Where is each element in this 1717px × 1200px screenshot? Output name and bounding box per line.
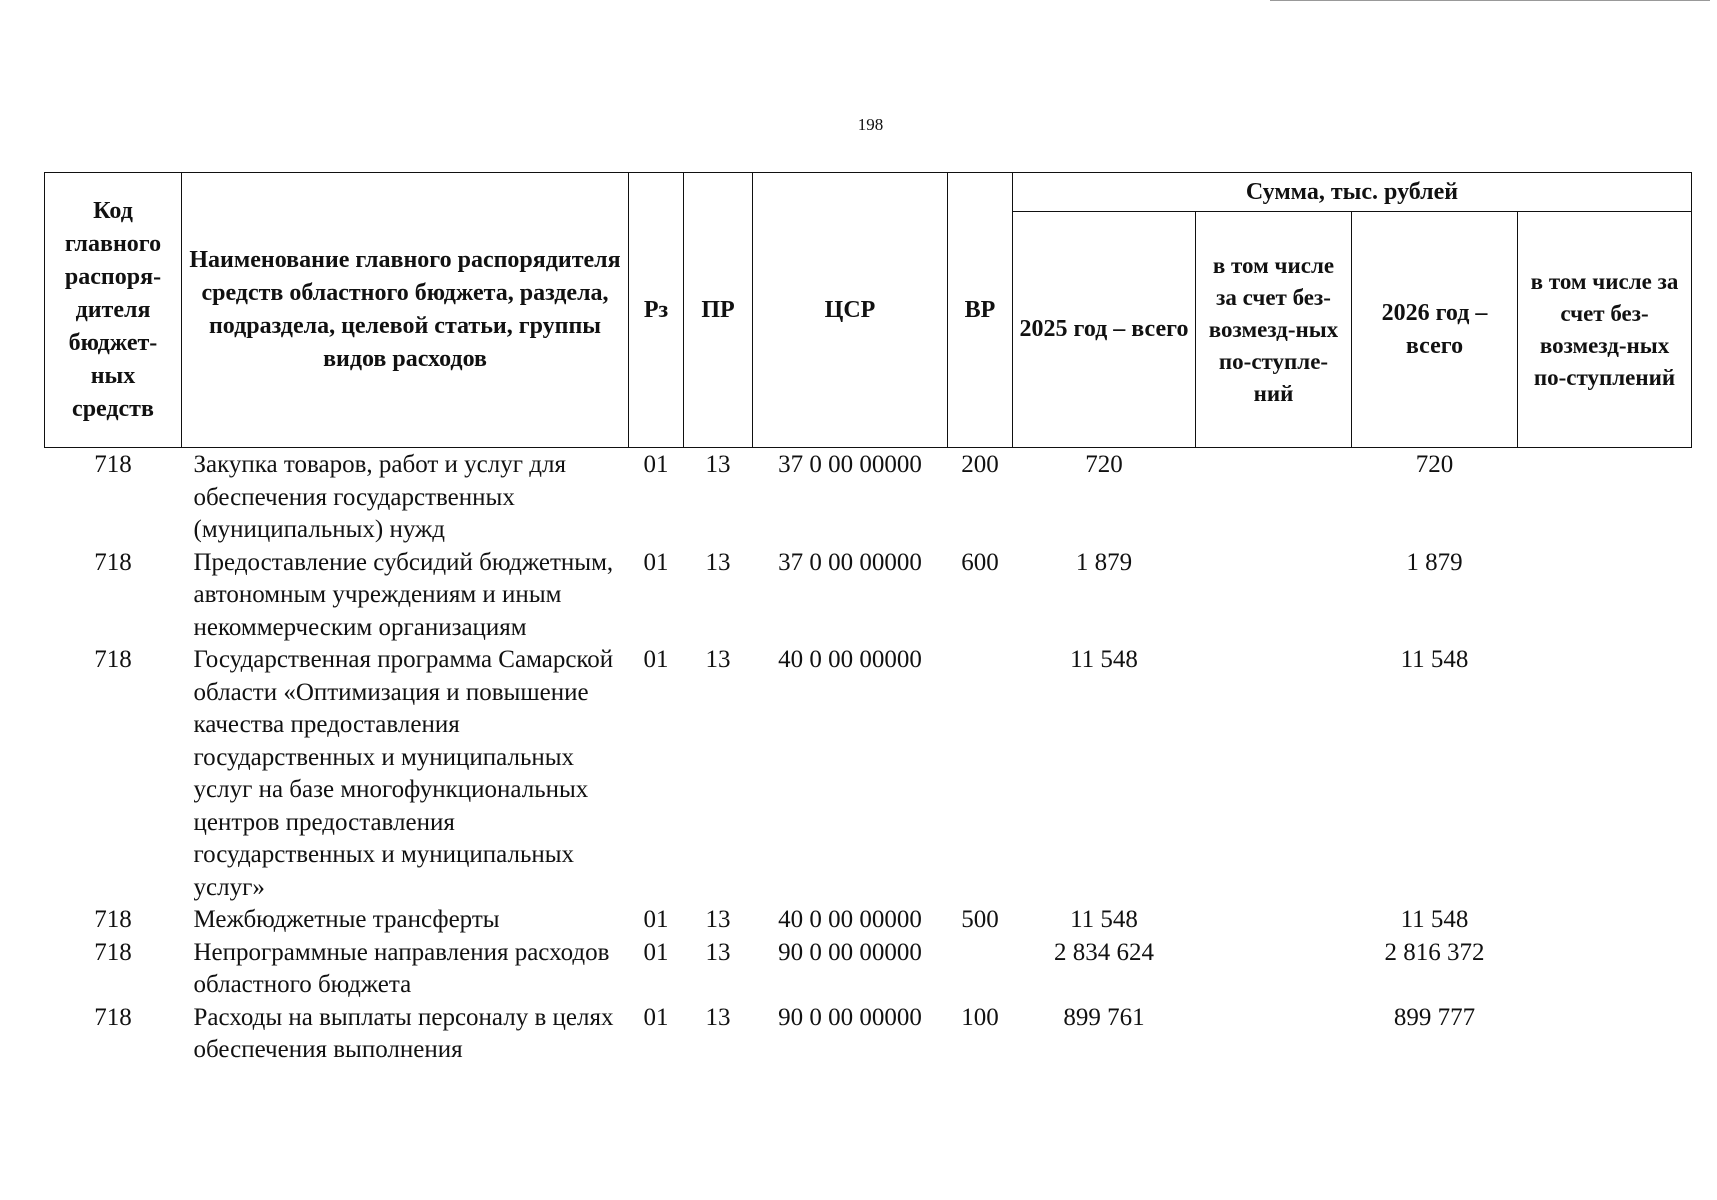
header-2026-free: в том числе за счет без-возмезд-ных по-ступлений bbox=[1518, 212, 1692, 448]
cell-rz: 01 bbox=[643, 646, 669, 673]
cell-vr: 100 bbox=[961, 1003, 999, 1031]
cell-name: Закупка товаров, работ и услуг для обеспечения государственных (муниципальных) нужд bbox=[193, 451, 566, 543]
cell-2026-free bbox=[1518, 1002, 1692, 1067]
top-edge-rule bbox=[1270, 0, 1710, 1]
cell-code: 718 bbox=[94, 1003, 132, 1031]
cell-csr: 90 0 00 00000 bbox=[778, 1003, 922, 1031]
cell-csr: 40 0 00 00000 bbox=[778, 906, 922, 933]
cell-2025-total: 1 879 bbox=[1075, 548, 1133, 576]
cell-2025-total: 899 761 bbox=[1063, 1003, 1145, 1031]
cell-2025-free bbox=[1196, 448, 1352, 547]
cell-csr: 37 0 00 00000 bbox=[778, 451, 922, 478]
cell-code: 718 bbox=[94, 451, 132, 478]
header-2026-total: 2026 год – всего bbox=[1352, 212, 1518, 448]
cell-code: 718 bbox=[94, 646, 132, 673]
header-rz: Рз bbox=[629, 173, 684, 448]
table-row bbox=[45, 448, 1692, 547]
cell-rz: 01 bbox=[643, 451, 669, 478]
cell-vr: 600 bbox=[961, 548, 999, 576]
cell-name: Расходы на выплаты персоналу в целях обеспечения выполнения bbox=[193, 1003, 614, 1063]
cell-name: Межбюджетные трансферты bbox=[193, 906, 500, 933]
header-pr: ПР bbox=[684, 173, 753, 448]
table-row bbox=[45, 904, 1692, 937]
table-row bbox=[45, 644, 1692, 904]
table-row bbox=[45, 1002, 1692, 1067]
cell-2026-free bbox=[1518, 644, 1692, 904]
header-2025-total: 2025 год – всего bbox=[1013, 212, 1196, 448]
cell-2025-total: 720 bbox=[1085, 451, 1123, 478]
header-csr: ЦСР bbox=[753, 173, 948, 448]
cell-2026-total: 899 777 bbox=[1393, 1003, 1476, 1031]
cell-2026-free bbox=[1518, 547, 1692, 645]
cell-pr: 13 bbox=[705, 451, 731, 478]
budget-table bbox=[44, 172, 1692, 1067]
cell-pr: 13 bbox=[705, 938, 731, 966]
cell-rz: 01 bbox=[643, 548, 669, 576]
cell-2025-free bbox=[1196, 937, 1352, 1002]
cell-2026-free bbox=[1518, 448, 1692, 547]
cell-pr: 13 bbox=[705, 646, 731, 673]
cell-2026-total: 2 816 372 bbox=[1384, 938, 1485, 966]
header-vr: ВР bbox=[948, 173, 1013, 448]
cell-2025-total: 11 548 bbox=[1070, 646, 1138, 673]
cell-pr: 13 bbox=[705, 906, 731, 933]
cell-2025-free bbox=[1196, 904, 1352, 937]
cell-2025-free bbox=[1196, 1002, 1352, 1067]
table-body bbox=[45, 448, 1692, 1067]
cell-pr: 13 bbox=[705, 548, 731, 576]
cell-2026-total: 11 548 bbox=[1400, 646, 1469, 673]
cell-csr: 37 0 00 00000 bbox=[778, 548, 922, 576]
cell-2025-free bbox=[1196, 547, 1352, 645]
cell-name: Предоставление субсидий бюджетным, автономным учреждениям и иным некоммерческим организациям bbox=[193, 548, 614, 641]
cell-vr bbox=[948, 644, 1013, 904]
cell-name: Государственная программа Самарской области «Оптимизация и повышение качества предоставления государственных и муниципальных услуг на базе многофункциональных центров предоставления государственных и муниципальных услуг» bbox=[193, 646, 614, 901]
cell-vr bbox=[948, 937, 1013, 1002]
cell-code: 718 bbox=[94, 906, 132, 933]
cell-code: 718 bbox=[94, 548, 132, 576]
cell-2025-free bbox=[1196, 644, 1352, 904]
cell-pr: 13 bbox=[705, 1003, 731, 1031]
page-number: 198 bbox=[857, 115, 884, 134]
cell-rz: 01 bbox=[643, 1003, 669, 1031]
cell-vr: 200 bbox=[961, 451, 999, 478]
cell-name: Непрограммные направления расходов областного бюджета bbox=[193, 938, 610, 998]
cell-2026-total: 1 879 bbox=[1406, 548, 1463, 576]
cell-2025-total: 11 548 bbox=[1070, 906, 1138, 933]
header-2025-free: в том числе за счет без-возмезд-ных по-ступле-ний bbox=[1196, 212, 1352, 448]
header-sum-title: Сумма, тыс. рублей bbox=[1013, 173, 1692, 212]
cell-2026-free bbox=[1518, 904, 1692, 937]
cell-rz: 01 bbox=[643, 906, 669, 933]
table-header bbox=[45, 173, 1692, 448]
cell-csr: 40 0 00 00000 bbox=[778, 646, 922, 673]
table-row bbox=[45, 547, 1692, 645]
table-row bbox=[45, 937, 1692, 1002]
cell-2026-free bbox=[1518, 937, 1692, 1002]
header-code: Код главного распоря-дителя бюджет-ных средств bbox=[45, 173, 182, 448]
cell-2026-total: 720 bbox=[1415, 451, 1454, 478]
cell-2025-total: 2 834 624 bbox=[1054, 938, 1154, 966]
cell-csr: 90 0 00 00000 bbox=[778, 938, 922, 966]
cell-code: 718 bbox=[94, 938, 132, 966]
header-name: Наименование главного распорядителя средств областного бюджета, раздела, подраздела, целевой статьи, группы видов расходов bbox=[182, 173, 629, 448]
cell-2026-total: 11 548 bbox=[1400, 906, 1469, 933]
cell-vr: 500 bbox=[961, 906, 999, 933]
cell-rz: 01 bbox=[643, 938, 669, 966]
